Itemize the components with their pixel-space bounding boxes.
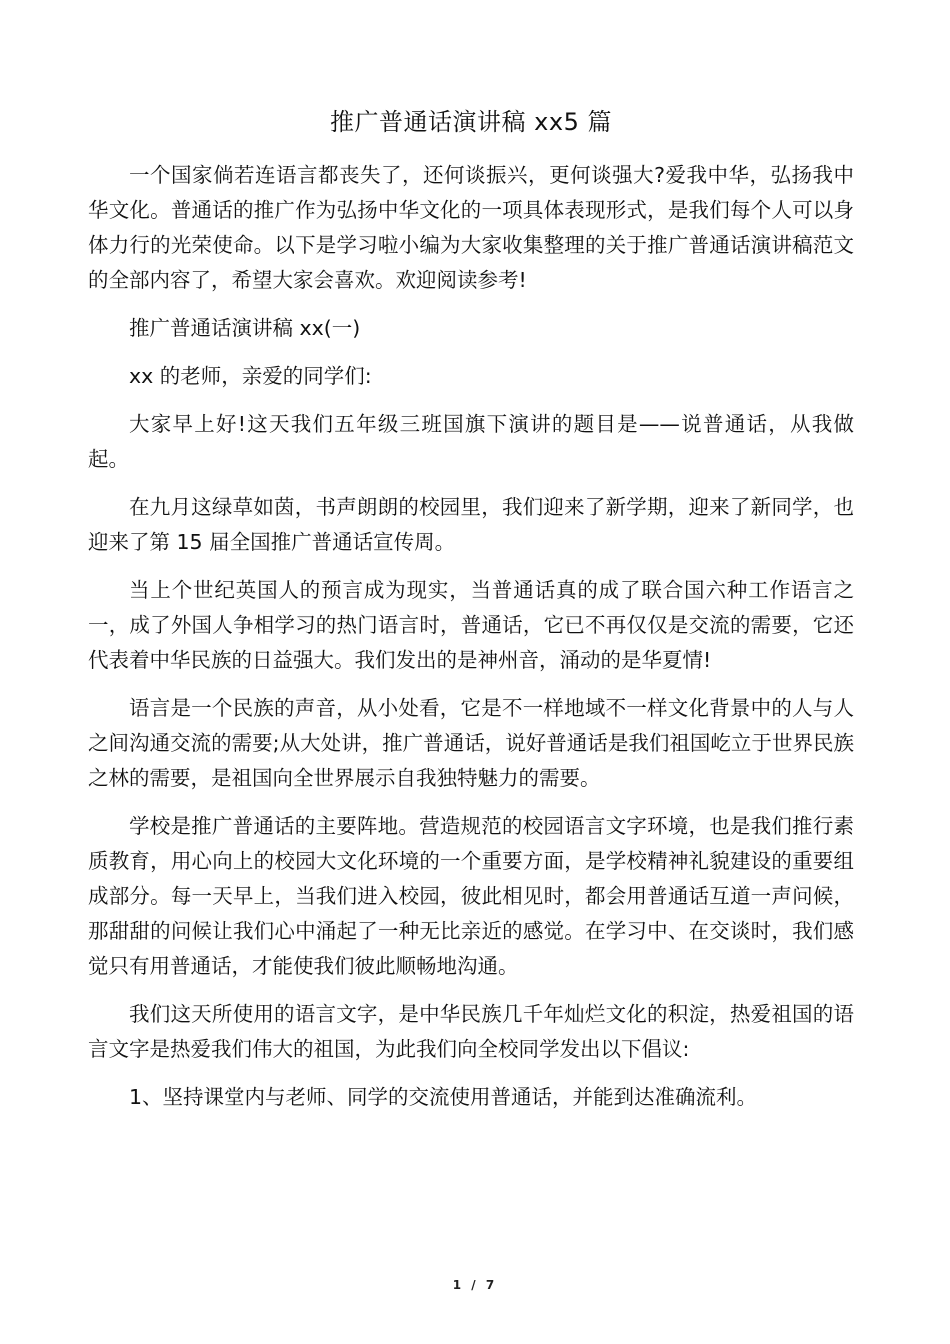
paragraph-september: 在九月这绿草如茵，书声朗朗的校园里，我们迎来了新学期，迎来了新同学，也迎来了第 15 届全国推广普通话宣传周。 [88, 495, 854, 554]
paragraph-intro: 一个国家倘若连语言都丧失了，还何谈振兴，更何谈强大?爱我中华，弘扬我中华文化。普通话的推广作为弘扬中华文化的一项具体表现形式，是我们每个人可以身体力行的光荣使命。以下是学习啦小编为大家收集整理的关于推广普通话演讲稿范文的全部内容了，希望大家会喜欢。欢迎阅读参考! [88, 163, 854, 292]
paragraph-language-voice: 语言是一个民族的声音，从小处看，它是不一样地域不一样文化背景中的人与人之间沟通交流的需要;从大处讲，推广普通话，说好普通话是我们祖国屹立于世界民族之林的需要，是祖国向全世界展示自我独特魅力的需要。 [88, 696, 854, 790]
paragraph-school: 学校是推广普通话的主要阵地。营造规范的校园语言文字环境，也是我们推行素质教育，用心向上的校园大文化环境的一个重要方面，是学校精神礼貌建设的重要组成部分。每一天早上，当我们进入校园，彼此相见时，都会用普通话互道一声问候，那甜甜的问候让我们心中涌起了一种无比亲近的感觉。在学习中、在交谈时，我们感觉只有用普通话，才能使我们彼此顺畅地沟通。 [88, 814, 854, 978]
page-number: 1 / 7 [452, 1278, 498, 1292]
paragraph-salutation: xx 的老师，亲爱的同学们: [129, 364, 372, 388]
paragraph-proposal: 我们这天所使用的语言文字，是中华民族几千年灿烂文化的积淀，热爱祖国的语言文字是热爱我们伟大的祖国，为此我们向全校同学发出以下倡议: [88, 1002, 854, 1061]
paragraph-prophecy: 当上个世纪英国人的预言成为现实，当普通话真的成了联合国六种工作语言之一，成了外国人争相学习的热门语言时，普通话，它已不再仅仅是交流的需要，它还代表着中华民族的日益强大。我们发出的是神州音，涌动的是华夏情! [88, 578, 854, 672]
paragraph-item-1: 1、坚持课堂内与老师、同学的交流使用普通话，并能到达准确流利。 [129, 1085, 758, 1109]
paragraph-greeting: 大家早上好!这天我们五年级三班国旗下演讲的题目是——说普通话，从我做起。 [88, 412, 854, 471]
document-title: 推广普通话演讲稿 xx5 篇 [330, 108, 612, 136]
document-body [88, 104, 854, 1128]
section-heading: 推广普通话演讲稿 xx(一) [129, 316, 361, 340]
